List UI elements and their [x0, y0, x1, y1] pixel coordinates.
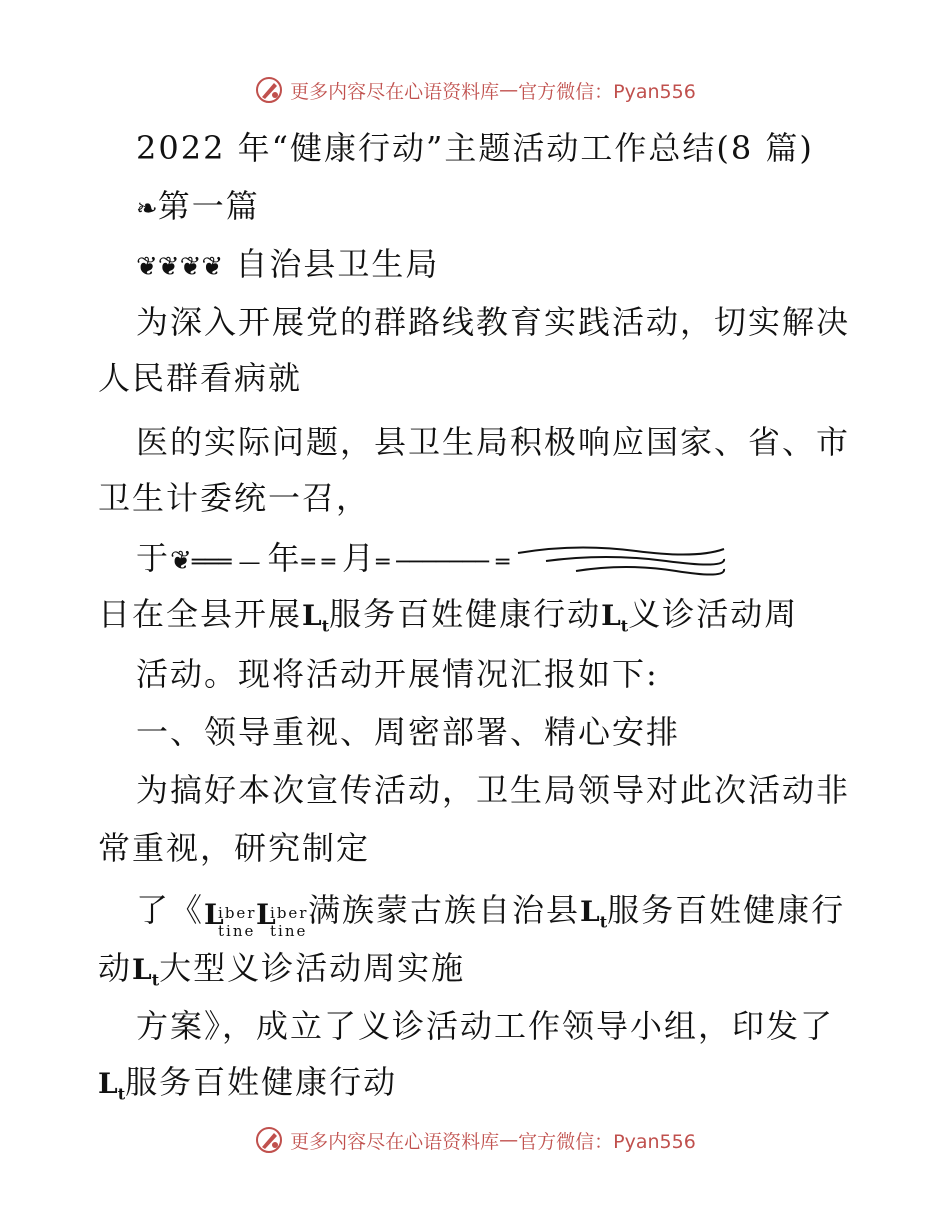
- banner-separator: —: [499, 79, 519, 101]
- page-title: 2022 年“健康行动”主题活动工作总结(8 篇): [136, 129, 814, 167]
- paragraph-line: 活动。现将活动开展情况汇报如下:: [136, 655, 659, 693]
- date-line: [136, 538, 726, 583]
- banner-wechat: 官方微信：Pyan556: [518, 80, 696, 103]
- iber-glyph-icon: L iber tine: [256, 897, 309, 940]
- section-subheading: 一、领导重视、周密部署、精心安排: [136, 713, 681, 751]
- paragraph-line: 人民群看病就: [98, 359, 303, 397]
- paragraph-line: [136, 890, 845, 943]
- flourish-icon: ❧: [136, 194, 158, 224]
- iber-glyph-icon: L iber tine: [204, 897, 257, 940]
- text-segment: 服务百姓健康行动: [329, 595, 602, 633]
- date-yu: 于: [136, 539, 171, 577]
- paragraph-line: 医的实际问题，县卫生局积极响应国家、省、市: [136, 423, 851, 461]
- text-segment: 了《: [136, 891, 205, 929]
- text-segment: 义诊活动周: [628, 595, 799, 633]
- date-yue: 月: [342, 539, 377, 577]
- paragraph-line: [98, 594, 798, 647]
- section-heading: [136, 186, 260, 229]
- wavy-line-icon: [516, 543, 726, 579]
- text-segment: 服务百姓健康行动: [125, 1063, 398, 1101]
- paragraph-line: 常重视，研究制定: [98, 829, 371, 867]
- paragraph-line: [98, 948, 465, 1001]
- paragraph-line: 为深入开展党的群路线教育实践活动，切实解决: [136, 303, 851, 341]
- date-nian: 年: [267, 539, 302, 577]
- blank-marks-icon: ═ ═: [301, 550, 343, 575]
- text-segment: 满族蒙古族自治县: [308, 891, 581, 929]
- text-segment: 日在全县开展: [98, 595, 303, 633]
- banner-separator: —: [499, 1129, 519, 1151]
- lt-glyph-icon: $L_t$: [132, 953, 160, 990]
- text-segment: 动: [98, 949, 133, 987]
- header-banner: [0, 70, 950, 110]
- lt-glyph-icon: $L_t$: [98, 1067, 126, 1104]
- section-label: 第一篇: [157, 187, 260, 225]
- text-segment: 服务百姓健康行: [607, 891, 846, 929]
- blank-marks-icon: ═ ─────── ═: [376, 550, 517, 575]
- banner-wechat: 官方微信：Pyan556: [518, 1130, 696, 1153]
- org-line: [136, 244, 439, 287]
- paragraph-line: 卫生计委统一召，: [98, 479, 371, 517]
- banner-text: 更多内容尽在心语资料库: [290, 80, 500, 103]
- org-name: 自治县卫生局: [235, 245, 440, 283]
- pen-logo-icon: [254, 75, 284, 105]
- lt-glyph-icon: $L_t$: [302, 599, 330, 636]
- text-segment: 大型义诊活动周实施: [159, 949, 466, 987]
- lt-glyph-icon: $L_t$: [601, 599, 629, 636]
- blank-marks-icon: ═══ —: [191, 550, 268, 575]
- footer-banner: [0, 1120, 950, 1160]
- flourish-icon: ❦: [170, 546, 192, 576]
- flourish-icon: ❦❦❦❦: [136, 252, 224, 282]
- lt-glyph-icon: $L_t$: [580, 895, 608, 932]
- paragraph-line: 为搞好本次宣传活动，卫生局领导对此次活动非: [136, 771, 851, 809]
- banner-text: 更多内容尽在心语资料库: [290, 1130, 500, 1153]
- paragraph-line: 方案》，成立了义诊活动工作领导小组，印发了: [136, 1007, 835, 1045]
- paragraph-line: [98, 1062, 397, 1115]
- pen-logo-icon: [254, 1125, 284, 1155]
